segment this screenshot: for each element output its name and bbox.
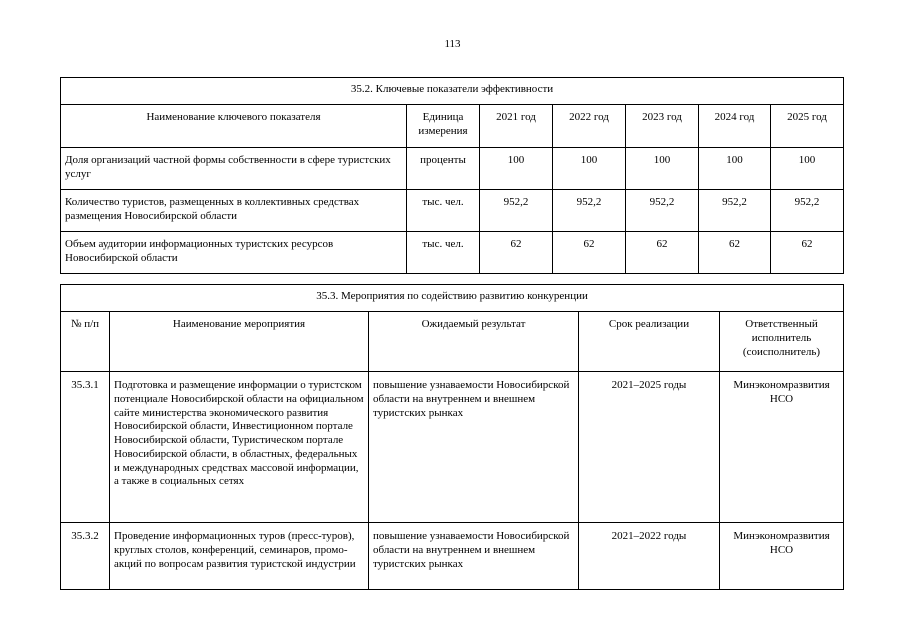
kpi-table (60, 77, 844, 274)
kpi-value-2022: 62 (553, 232, 626, 274)
kpi-unit: тыс. чел. (407, 190, 480, 232)
measures-header-name: Наименование мероприятия (110, 312, 369, 372)
measure-result: повышение узнаваемости Новосибирской области на внутреннем и внешнем туристских рынках (369, 523, 579, 590)
kpi-header-unit: Единица измерения (407, 105, 480, 148)
kpi-value-2023: 952,2 (626, 190, 699, 232)
table-row (61, 523, 844, 590)
kpi-header-2025: 2025 год (771, 105, 844, 148)
kpi-indicator-name: Доля организаций частной формы собственности в сфере туристских услуг (61, 148, 407, 190)
kpi-value-2023: 100 (626, 148, 699, 190)
kpi-header-2023: 2023 год (626, 105, 699, 148)
kpi-header-2024: 2024 год (699, 105, 771, 148)
table-row (61, 190, 844, 232)
table-row (61, 232, 844, 274)
kpi-value-2023: 62 (626, 232, 699, 274)
measures-table (60, 284, 844, 590)
kpi-value-2025: 100 (771, 148, 844, 190)
kpi-unit: тыс. чел. (407, 232, 480, 274)
kpi-value-2024: 62 (699, 232, 771, 274)
kpi-value-2024: 100 (699, 148, 771, 190)
kpi-value-2021: 62 (480, 232, 553, 274)
kpi-value-2022: 952,2 (553, 190, 626, 232)
kpi-value-2024: 952,2 (699, 190, 771, 232)
measures-header-term: Срок реализации (579, 312, 720, 372)
kpi-indicator-name: Объем аудитории информационных туристских ресурсов Новосибирской области (61, 232, 407, 274)
kpi-table-caption: 35.2. Ключевые показатели эффективности (61, 78, 844, 105)
kpi-value-2021: 100 (480, 148, 553, 190)
measure-name: Проведение информационных туров (пресс-туров), круглых столов, конференций, семинаров, промо-акций по вопросам развития туристской индустрии (110, 523, 369, 590)
kpi-value-2025: 952,2 (771, 190, 844, 232)
measure-executor: Минэкономразвития НСО (720, 523, 844, 590)
page-number: 113 (444, 38, 461, 50)
kpi-header-name: Наименование ключевого показателя (61, 105, 407, 148)
measure-executor: Минэкономразвития НСО (720, 372, 844, 523)
measure-name: Подготовка и размещение информации о туристском потенциале Новосибирской области на официальном сайте министерства экономического развития Новосибирской области, Инвестиционном портале Новосибирской области, Туристическом портале Новосибирской области, в областных, федеральных и международных средствах массовой информации, а также в социальных сетях (110, 372, 369, 523)
kpi-value-2021: 952,2 (480, 190, 553, 232)
measure-number: 35.3.2 (61, 523, 110, 590)
measures-table-caption: 35.3. Мероприятия по содействию развитию конкуренции (61, 285, 844, 312)
kpi-value-2025: 62 (771, 232, 844, 274)
measures-header-result: Ожидаемый результат (369, 312, 579, 372)
kpi-value-2022: 100 (553, 148, 626, 190)
measure-term: 2021–2022 годы (579, 523, 720, 590)
kpi-header-2021: 2021 год (480, 105, 553, 148)
measure-result: повышение узнаваемости Новосибирской области на внутреннем и внешнем туристских рынках (369, 372, 579, 523)
table-row (61, 372, 844, 523)
measures-header-number: № п/п (61, 312, 110, 372)
measure-term: 2021–2025 годы (579, 372, 720, 523)
measure-number: 35.3.1 (61, 372, 110, 523)
table-row (61, 148, 844, 190)
kpi-header-2022: 2022 год (553, 105, 626, 148)
kpi-unit: проценты (407, 148, 480, 190)
kpi-indicator-name: Количество туристов, размещенных в коллективных средствах размещения Новосибирской области (61, 190, 407, 232)
measures-header-executor: Ответственный исполнитель (соисполнитель) (720, 312, 844, 372)
